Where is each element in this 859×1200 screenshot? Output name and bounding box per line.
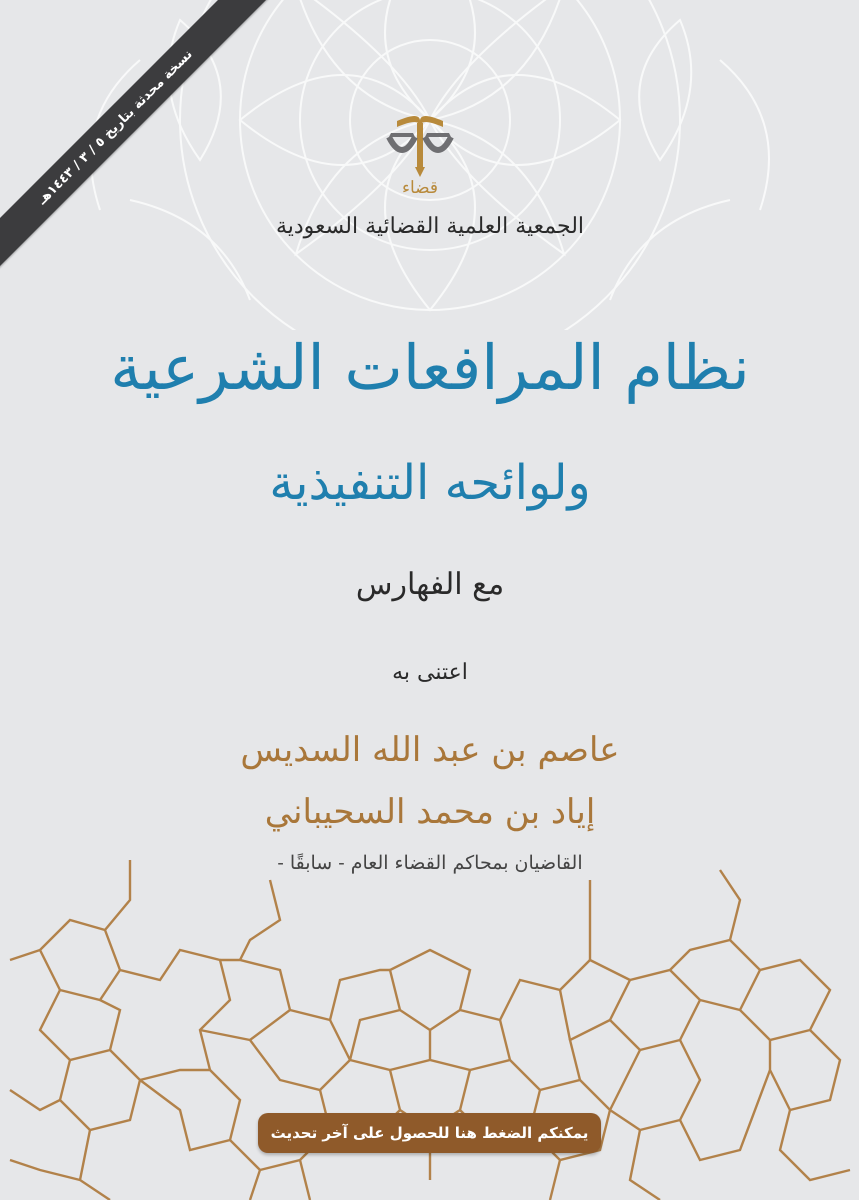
main-title: نظام المرافعات الشرعية: [110, 331, 750, 404]
corner-ribbon: [0, 0, 300, 300]
update-link-button[interactable]: يمكنكم الضغط هنا للحصول على آخر تحديث: [258, 1113, 601, 1153]
main-title-line-2: ولوائحه التنفيذية: [269, 455, 591, 511]
author-note: القاضيان بمحاكم القضاء العام - سابقًا -: [277, 852, 583, 874]
book-scales-icon: [385, 103, 455, 181]
edited-by-label: اعتنى به: [392, 660, 468, 685]
update-date-ribbon: نسخة محدثة بتاريخ ٥ / ٣ / ١٤٤٣هـ: [0, 0, 276, 288]
logo-caption: قضاء: [401, 178, 439, 198]
author-name: عاصم بن عبد الله السديس: [240, 730, 620, 770]
author-name: إياد بن محمد السحيباني: [264, 792, 596, 832]
organization-name: الجمعية العلمية القضائية السعودية: [275, 214, 585, 239]
subtitle: مع الفهارس: [355, 567, 505, 602]
